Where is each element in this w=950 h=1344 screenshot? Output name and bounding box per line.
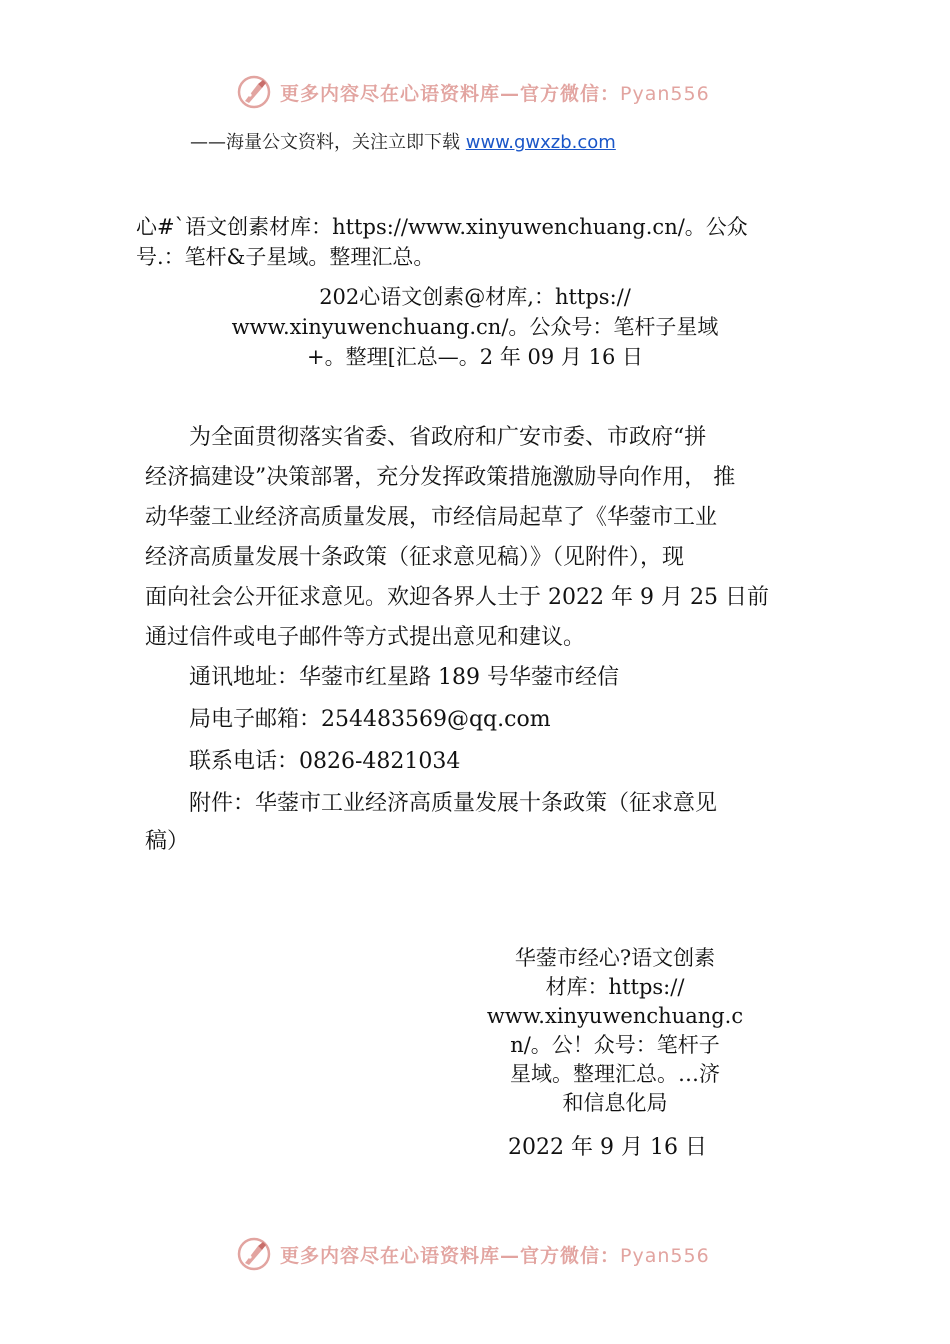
body-line-5: 面向社会公开征求意见。欢迎各界人士于 2022 年 9 月 25 日前 xyxy=(145,585,769,610)
centered-notice xyxy=(150,282,800,372)
banner-text: 更多内容尽在心语资料库—官方微信：Pyan556 xyxy=(280,1244,710,1267)
body-line-6: 通过信件或电子邮件等方式提出意见和建议。 xyxy=(145,625,586,650)
signature-line-4: n/。公！众号：笔杆子 xyxy=(510,1033,720,1057)
body-line-2: 经济搞建设”决策部署，充分发挥政策措施激励导向作用， 推 xyxy=(145,465,736,490)
center-line-3: +。整理[汇总—。2 年 09 月 16 日 xyxy=(307,345,643,369)
address-line: 通讯地址：华蓥市红星路 189 号华蓥市经信 xyxy=(145,665,619,690)
header-line-2: 号.：笔杆&子星域。整理汇总。 xyxy=(136,245,435,269)
pen-nib-icon xyxy=(236,1236,272,1272)
body-line-3: 动华蓥工业经济高质量发展，市经信局起草了《华蓥市工业 xyxy=(145,505,718,530)
signature-line-1: 华蓥市经心?语文创素 xyxy=(514,946,716,970)
email-line: 局电子邮箱：254483569@qq.com xyxy=(145,707,551,732)
body-line-1: 为全面贯彻落实省委、省政府和广安市委、市政府“拼 xyxy=(145,425,707,450)
phone-line: 联系电话：0826-4821034 xyxy=(145,749,461,774)
pen-nib-icon xyxy=(236,74,272,110)
signature-line-5: 星域。整理汇总。…济 xyxy=(510,1062,720,1086)
attachment-line-2: 稿） xyxy=(145,829,190,854)
download-tagline: ——海量公文资料，关注立即下载 www.gwxzb.com xyxy=(190,132,616,153)
header-line-1: 心#`语文创素材库：https://www.xinyuwenchuang.cn/。公众 xyxy=(136,215,748,239)
center-line-2: www.xinyuwenchuang.cn/。公众号：笔杆子星域 xyxy=(231,315,719,339)
gwxzb-link[interactable]: www.gwxzb.com xyxy=(465,132,616,153)
body-line-4: 经济高质量发展十条政策（征求意见稿）》（见附件），现 xyxy=(145,545,685,570)
signature-line-3: www.xinyuwenchuang.c xyxy=(486,1004,744,1028)
attachment-line-1: 附件：华蓥市工业经济高质量发展十条政策（征求意见 xyxy=(145,791,718,816)
signature-line-6: 和信息化局 xyxy=(562,1091,668,1115)
signature-block xyxy=(470,944,760,1118)
bottom-watermark-banner xyxy=(0,1232,950,1276)
top-watermark-banner xyxy=(0,70,950,114)
signature-date: 2022 年 9 月 16 日 xyxy=(508,1135,707,1160)
center-line-1: 202心语文创素@材库,：https:// xyxy=(319,285,631,309)
signature-line-2: 材库：https:// xyxy=(545,975,685,999)
banner-text: 更多内容尽在心语资料库—官方微信：Pyan556 xyxy=(280,82,710,105)
